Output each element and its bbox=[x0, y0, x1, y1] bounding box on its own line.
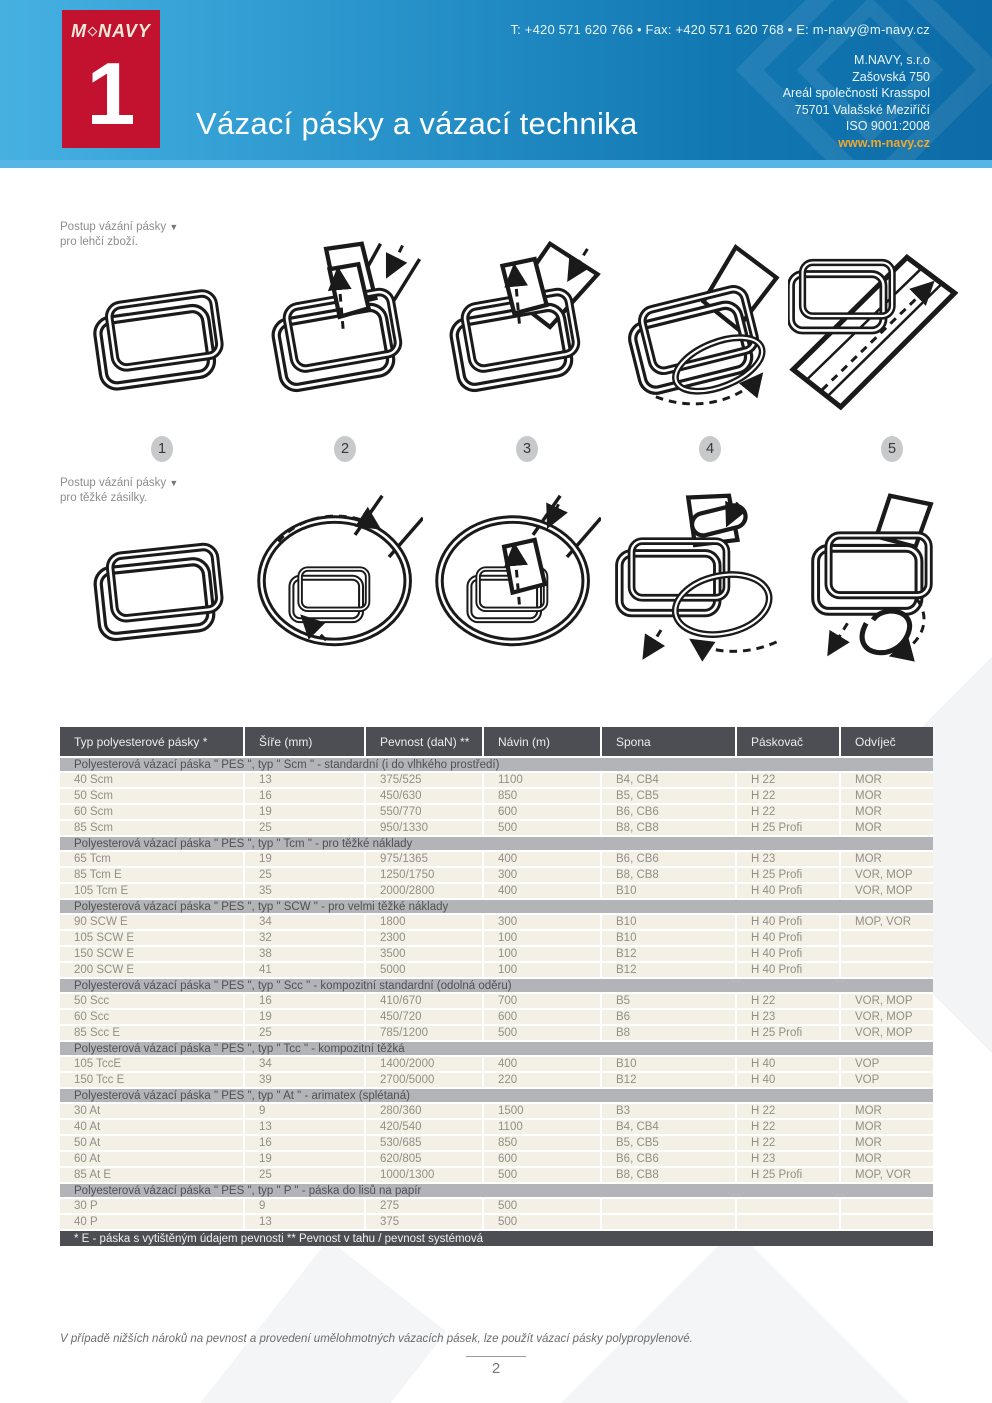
table-cell: 85 Scc E bbox=[60, 1026, 245, 1042]
table-cell: H 40 Profi bbox=[737, 963, 841, 979]
table-cell: VOP bbox=[841, 1073, 933, 1089]
table-section-row bbox=[60, 979, 933, 994]
table-cell: MOR bbox=[841, 1104, 933, 1120]
table-cell: 85 At E bbox=[60, 1168, 245, 1184]
company-logo bbox=[62, 21, 160, 42]
caption-text: pro lehčí zboží. bbox=[60, 236, 138, 248]
bottom-note: V případě nižších nároků na pevnost a provedení umělohmotných vázacích pásek, lze použít vázací pásky polypropylenové. bbox=[60, 1333, 693, 1345]
table-cell: B6, CB6 bbox=[602, 852, 737, 868]
table-cell: 500 bbox=[484, 1199, 602, 1215]
table-cell: 60 Scc bbox=[60, 1010, 245, 1026]
table-cell: 200 SCW E bbox=[60, 963, 245, 979]
table-cell: 1800 bbox=[366, 915, 484, 931]
table-cell: B12 bbox=[602, 947, 737, 963]
table-cell: B8 bbox=[602, 1026, 737, 1042]
table-cell: 850 bbox=[484, 1136, 602, 1152]
table-row bbox=[60, 963, 933, 979]
logo-m: M bbox=[71, 21, 88, 41]
table-cell: VOR, MOP bbox=[841, 1026, 933, 1042]
table-cell: 300 bbox=[484, 915, 602, 931]
illustration-heavy-step-3 bbox=[431, 486, 601, 684]
table-cell: B6, CB6 bbox=[602, 805, 737, 821]
table-cell: 700 bbox=[484, 994, 602, 1010]
table-cell: 105 SCW E bbox=[60, 931, 245, 947]
table-row bbox=[60, 1120, 933, 1136]
table-cell: 550/770 bbox=[366, 805, 484, 821]
table-cell: VOR, MOP bbox=[841, 994, 933, 1010]
table-cell: 500 bbox=[484, 1168, 602, 1184]
table-cell: 25 bbox=[245, 821, 366, 837]
table-section-title: Polyesterová vázací páska " PES ", typ " Scc " - kompozitní standardní (odolná oděru) bbox=[60, 979, 933, 994]
table-cell: VOR, MOP bbox=[841, 884, 933, 900]
table-cell: 450/630 bbox=[366, 789, 484, 805]
table-cell: 400 bbox=[484, 852, 602, 868]
table-cell: 16 bbox=[245, 1136, 366, 1152]
table-cell: 16 bbox=[245, 789, 366, 805]
table-section-row bbox=[60, 1042, 933, 1057]
table-cell: B10 bbox=[602, 1057, 737, 1073]
table-footnote-row bbox=[60, 1231, 933, 1246]
illustration-heavy-step-4 bbox=[610, 486, 780, 684]
table-row bbox=[60, 789, 933, 805]
table-cell: H 40 Profi bbox=[737, 947, 841, 963]
table-cell: B10 bbox=[602, 931, 737, 947]
table-body bbox=[60, 758, 933, 1231]
table-row bbox=[60, 773, 933, 789]
table-cell: H 23 bbox=[737, 1010, 841, 1026]
chapter-number: 1 bbox=[86, 44, 136, 143]
table-cell: 19 bbox=[245, 1152, 366, 1168]
logo-diamond-icon bbox=[88, 27, 98, 37]
table-cell: 40 Scm bbox=[60, 773, 245, 789]
table-cell: 16 bbox=[245, 994, 366, 1010]
illustration-light-step-3 bbox=[431, 234, 601, 432]
table-cell: MOP, VOR bbox=[841, 915, 933, 931]
table-cell: 280/360 bbox=[366, 1104, 484, 1120]
table-cell: 600 bbox=[484, 1010, 602, 1026]
table-section-title: Polyesterová vázací páska " PES ", typ " P " - páska do lisů na papír bbox=[60, 1184, 933, 1199]
column-header: Pevnost (daN) ** bbox=[366, 727, 484, 758]
table-cell: 220 bbox=[484, 1073, 602, 1089]
table-row bbox=[60, 1104, 933, 1120]
table-cell: 40 P bbox=[60, 1215, 245, 1231]
table-cell: H 22 bbox=[737, 1136, 841, 1152]
table-cell: 35 bbox=[245, 884, 366, 900]
table-cell: B6, CB6 bbox=[602, 1152, 737, 1168]
table-cell: 13 bbox=[245, 1215, 366, 1231]
table-cell: 620/805 bbox=[366, 1152, 484, 1168]
table-cell bbox=[841, 947, 933, 963]
logo-navy: NAVY bbox=[98, 21, 151, 41]
illustration-light-step-1 bbox=[74, 234, 244, 432]
table-cell: MOR bbox=[841, 821, 933, 837]
table-cell: B5 bbox=[602, 994, 737, 1010]
table-cell: MOR bbox=[841, 805, 933, 821]
table-row bbox=[60, 1199, 933, 1215]
table-cell: 19 bbox=[245, 1010, 366, 1026]
header-bottom-strip bbox=[0, 160, 992, 168]
table-cell: 500 bbox=[484, 1026, 602, 1042]
table-cell: H 25 Profi bbox=[737, 868, 841, 884]
table-cell: 65 Tcm bbox=[60, 852, 245, 868]
table-section-title: Polyesterová vázací páska " PES ", typ " Tcm " - pro těžké náklady bbox=[60, 837, 933, 852]
table-cell: 90 SCW E bbox=[60, 915, 245, 931]
table-cell: 300 bbox=[484, 868, 602, 884]
table-cell: H 22 bbox=[737, 1120, 841, 1136]
table-cell: 38 bbox=[245, 947, 366, 963]
table-cell: H 22 bbox=[737, 789, 841, 805]
table-cell: 25 bbox=[245, 1026, 366, 1042]
table-cell: H 40 Profi bbox=[737, 931, 841, 947]
table-cell: 13 bbox=[245, 1120, 366, 1136]
table-cell: 2000/2800 bbox=[366, 884, 484, 900]
table-row bbox=[60, 947, 933, 963]
table-cell: 32 bbox=[245, 931, 366, 947]
header-contact-line: T: +420 571 620 766 • Fax: +420 571 620 768 • E: m-navy@m-navy.cz bbox=[510, 22, 930, 37]
table-row bbox=[60, 868, 933, 884]
spec-table bbox=[60, 727, 933, 1246]
address-street: Zašovská 750 bbox=[852, 69, 930, 84]
table-cell: 60 At bbox=[60, 1152, 245, 1168]
table-cell: 105 Tcm E bbox=[60, 884, 245, 900]
table-cell bbox=[841, 1199, 933, 1215]
table-cell: 39 bbox=[245, 1073, 366, 1089]
column-header: Spona bbox=[602, 727, 737, 758]
address-company: M.NAVY, s.r.o bbox=[854, 53, 930, 67]
table-cell: H 40 bbox=[737, 1057, 841, 1073]
table-cell: 275 bbox=[366, 1199, 484, 1215]
illustration-row-heavy bbox=[74, 486, 958, 684]
header-address-block bbox=[783, 52, 930, 151]
table-cell: 100 bbox=[484, 947, 602, 963]
table-cell: 785/1200 bbox=[366, 1026, 484, 1042]
caption-text: Postup vázání pásky bbox=[60, 221, 167, 233]
watermark-diamond-bottom-right bbox=[544, 1229, 926, 1403]
table-cell bbox=[737, 1215, 841, 1231]
page-title: Vázací pásky a vázací technika bbox=[196, 106, 638, 141]
table-section-row bbox=[60, 1184, 933, 1199]
step-badge: 1 bbox=[151, 436, 173, 462]
table-cell: 1500 bbox=[484, 1104, 602, 1120]
table-row bbox=[60, 1073, 933, 1089]
table-cell: 375 bbox=[366, 1215, 484, 1231]
table-cell: B4, CB4 bbox=[602, 773, 737, 789]
illustration-heavy-step-5 bbox=[788, 486, 958, 684]
table-row bbox=[60, 1136, 933, 1152]
table-cell: H 23 bbox=[737, 852, 841, 868]
table-cell: 500 bbox=[484, 821, 602, 837]
table-cell: 85 Scm bbox=[60, 821, 245, 837]
table-cell: 1100 bbox=[484, 1120, 602, 1136]
table-cell: 450/720 bbox=[366, 1010, 484, 1026]
caption-arrow-icon: ▼ bbox=[169, 222, 179, 232]
table-cell: 400 bbox=[484, 1057, 602, 1073]
table-cell: B12 bbox=[602, 1073, 737, 1089]
table-cell: 100 bbox=[484, 963, 602, 979]
illustration-light-step-4 bbox=[610, 234, 780, 432]
table-cell bbox=[737, 1199, 841, 1215]
table-row bbox=[60, 805, 933, 821]
table-cell: H 40 bbox=[737, 1073, 841, 1089]
table-cell: B5, CB5 bbox=[602, 1136, 737, 1152]
table-cell: H 22 bbox=[737, 994, 841, 1010]
table-cell: 13 bbox=[245, 773, 366, 789]
table-cell: H 25 Profi bbox=[737, 1026, 841, 1042]
table-cell: 500 bbox=[484, 1215, 602, 1231]
table-cell: 975/1365 bbox=[366, 852, 484, 868]
table-row bbox=[60, 884, 933, 900]
table-cell bbox=[841, 963, 933, 979]
table-row bbox=[60, 1026, 933, 1042]
table-row bbox=[60, 994, 933, 1010]
table-cell: 600 bbox=[484, 805, 602, 821]
table-head-row bbox=[60, 727, 933, 758]
table-row bbox=[60, 1152, 933, 1168]
table-cell: MOR bbox=[841, 1136, 933, 1152]
table-cell: B10 bbox=[602, 915, 737, 931]
table-cell: H 22 bbox=[737, 773, 841, 789]
table-cell: 600 bbox=[484, 1152, 602, 1168]
table-cell: B8, CB8 bbox=[602, 821, 737, 837]
table-cell: 9 bbox=[245, 1104, 366, 1120]
table-cell: 2700/5000 bbox=[366, 1073, 484, 1089]
table-row bbox=[60, 1010, 933, 1026]
table-cell: MOP, VOR bbox=[841, 1168, 933, 1184]
table-cell bbox=[602, 1199, 737, 1215]
table-cell: 150 Tcc E bbox=[60, 1073, 245, 1089]
illustration-heavy-step-2 bbox=[253, 486, 423, 684]
table-section-title: Polyesterová vázací páska " PES ", typ " Scm " - standardní (i do vlhkého prostředí) bbox=[60, 758, 933, 773]
table-cell: 1400/2000 bbox=[366, 1057, 484, 1073]
table-cell: MOR bbox=[841, 852, 933, 868]
caption-arrow-icon: ▼ bbox=[169, 478, 179, 488]
step-badge: 5 bbox=[881, 436, 903, 462]
table-section-row bbox=[60, 900, 933, 915]
table-cell: H 40 Profi bbox=[737, 884, 841, 900]
table-cell: 19 bbox=[245, 852, 366, 868]
table-cell: 19 bbox=[245, 805, 366, 821]
page-number: 2 bbox=[466, 1356, 526, 1377]
table-cell: 100 bbox=[484, 931, 602, 947]
table-cell: 850 bbox=[484, 789, 602, 805]
table-cell: H 25 Profi bbox=[737, 821, 841, 837]
table-cell: B6 bbox=[602, 1010, 737, 1026]
table-cell: 41 bbox=[245, 963, 366, 979]
table-cell bbox=[841, 1215, 933, 1231]
website-link[interactable]: www.m-navy.cz bbox=[838, 135, 930, 150]
table-cell: 60 Scm bbox=[60, 805, 245, 821]
table-section-row bbox=[60, 837, 933, 852]
table-row bbox=[60, 1057, 933, 1073]
table-cell: 50 Scm bbox=[60, 789, 245, 805]
table-row bbox=[60, 915, 933, 931]
table-cell bbox=[841, 931, 933, 947]
table-cell: 105 TccE bbox=[60, 1057, 245, 1073]
table-cell: 5000 bbox=[366, 963, 484, 979]
table-cell: MOR bbox=[841, 789, 933, 805]
table-cell: 375/525 bbox=[366, 773, 484, 789]
table-cell: 34 bbox=[245, 1057, 366, 1073]
column-header: Odvíječ bbox=[841, 727, 933, 758]
table-cell: 410/670 bbox=[366, 994, 484, 1010]
table-cell bbox=[602, 1215, 737, 1231]
step-badge: 2 bbox=[334, 436, 356, 462]
table-cell: 9 bbox=[245, 1199, 366, 1215]
table-cell: 950/1330 bbox=[366, 821, 484, 837]
table-cell: 3500 bbox=[366, 947, 484, 963]
table-cell: 400 bbox=[484, 884, 602, 900]
illustration-light-step-5 bbox=[788, 234, 958, 432]
table-section-title: Polyesterová vázací páska " PES ", typ " At " - arimatex (splétaná) bbox=[60, 1089, 933, 1104]
table-cell: H 40 Profi bbox=[737, 915, 841, 931]
table-cell: B8, CB8 bbox=[602, 868, 737, 884]
table-cell: H 22 bbox=[737, 1104, 841, 1120]
table-cell: VOR, MOP bbox=[841, 868, 933, 884]
table-cell: 85 Tcm E bbox=[60, 868, 245, 884]
illustration-heavy-step-1 bbox=[74, 486, 244, 684]
column-header: Šíře (mm) bbox=[245, 727, 366, 758]
address-city: 75701 Valašské Meziříčí bbox=[794, 102, 930, 117]
column-header: Páskovač bbox=[737, 727, 841, 758]
table-cell: 25 bbox=[245, 868, 366, 884]
table-cell: 34 bbox=[245, 915, 366, 931]
table-cell: MOR bbox=[841, 1152, 933, 1168]
table-cell: B3 bbox=[602, 1104, 737, 1120]
table-cell: B8, CB8 bbox=[602, 1168, 737, 1184]
table-row bbox=[60, 931, 933, 947]
table-row bbox=[60, 821, 933, 837]
step-badge: 3 bbox=[516, 436, 538, 462]
table-cell: H 25 Profi bbox=[737, 1168, 841, 1184]
table-cell: 2300 bbox=[366, 931, 484, 947]
address-area: Areál společnosti Krasspol bbox=[782, 86, 930, 100]
table-cell: 1000/1300 bbox=[366, 1168, 484, 1184]
table-section-row bbox=[60, 758, 933, 773]
table-cell: B5, CB5 bbox=[602, 789, 737, 805]
table-cell: 25 bbox=[245, 1168, 366, 1184]
table-cell: H 23 bbox=[737, 1152, 841, 1168]
table-cell: VOR, MOP bbox=[841, 1010, 933, 1026]
table-cell: 530/685 bbox=[366, 1136, 484, 1152]
table-section-title: Polyesterová vázací páska " PES ", typ " SCW " - pro velmi těžké náklady bbox=[60, 900, 933, 915]
table-section-title: Polyesterová vázací páska " PES ", typ " Tcc " - kompozitní těžká bbox=[60, 1042, 933, 1057]
table-cell: H 22 bbox=[737, 805, 841, 821]
table-cell: 40 At bbox=[60, 1120, 245, 1136]
table-cell: 420/540 bbox=[366, 1120, 484, 1136]
table-cell: MOR bbox=[841, 1120, 933, 1136]
table-cell: B12 bbox=[602, 963, 737, 979]
table-cell: 50 At bbox=[60, 1136, 245, 1152]
column-header: Návin (m) bbox=[484, 727, 602, 758]
table-cell: 50 Scc bbox=[60, 994, 245, 1010]
column-header: Typ polyesterové pásky * bbox=[60, 727, 245, 758]
step-badges bbox=[60, 436, 933, 464]
table-row bbox=[60, 1168, 933, 1184]
caption-text: pro těžké zásilky. bbox=[60, 492, 148, 504]
table-footnote: * E - páska s vytištěným údajem pevnosti ** Pevnost v tahu / pevnost systémová bbox=[60, 1231, 933, 1246]
table-cell: 30 P bbox=[60, 1199, 245, 1215]
step-badge: 4 bbox=[699, 436, 721, 462]
table-cell: VOP bbox=[841, 1057, 933, 1073]
address-iso: ISO 9001:2008 bbox=[845, 119, 930, 133]
illustration-light-step-2 bbox=[253, 234, 423, 432]
illustration-row-light bbox=[74, 234, 958, 432]
instruction-caption-heavy bbox=[60, 476, 250, 506]
table-row bbox=[60, 1215, 933, 1231]
watermark-band-bottom-left bbox=[64, 1239, 447, 1403]
table-row bbox=[60, 852, 933, 868]
spec-table-wrap bbox=[60, 727, 933, 1246]
table-cell: 1250/1750 bbox=[366, 868, 484, 884]
table-cell: B10 bbox=[602, 884, 737, 900]
table-cell: B4, CB4 bbox=[602, 1120, 737, 1136]
chapter-logo-box bbox=[62, 10, 160, 148]
instruction-caption-light bbox=[60, 220, 250, 250]
table-cell: 1100 bbox=[484, 773, 602, 789]
table-cell: 30 At bbox=[60, 1104, 245, 1120]
table-cell: MOR bbox=[841, 773, 933, 789]
table-section-row bbox=[60, 1089, 933, 1104]
caption-text: Postup vázání pásky bbox=[60, 477, 167, 489]
table-cell: 150 SCW E bbox=[60, 947, 245, 963]
